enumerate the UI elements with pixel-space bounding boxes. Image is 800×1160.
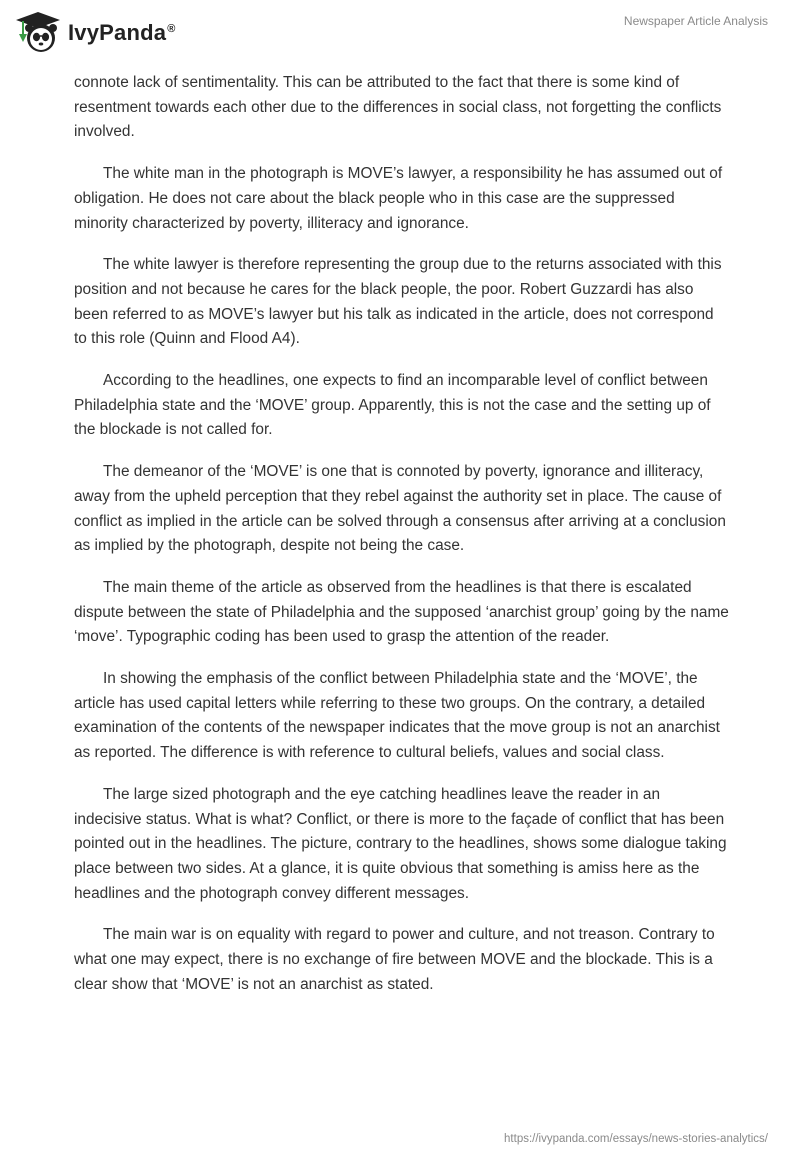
registered-mark: ® xyxy=(167,22,176,35)
paragraph: The large sized photograph and the eye catching headlines leave the reader in an indecisive status. What is what? Conflict, or there is more to the façade of conflict that has been pointed out in the headlines. The picture, contrary to the headlines, shows some dialogue taking place between two sides. At a glance, it is quite obvious that something is amiss here as the headlines and the photograph convey different messages. xyxy=(74,785,727,902)
paragraph: The main war is on equality with regard to power and culture, and not treason. Contrary to what one may expect, there is no exchange of fire between MOVE and the blockade. This is a clear show that ‘MOVE’ is not an anarchist as stated. xyxy=(74,926,715,993)
paragraph: The main theme of the article as observed from the headlines is that there is escalated dispute between the state of Philadelphia and the supposed ‘anarchist group’ going by the name ‘move’. Typographic coding has been used to grasp the attention of the reader. xyxy=(74,578,729,646)
brand-name: IvyPanda® xyxy=(68,20,176,45)
panda-graduate-icon xyxy=(14,10,62,56)
article-body xyxy=(74,71,730,1015)
paragraph: The demeanor of the ‘MOVE’ is one that is connoted by poverty, ignorance and illiteracy, away from the upheld perception that they rebel against the authority set in place. The cause of conflict as implied in the article can be solved through a consensus after arriving at a conclusion as implied by the photograph, despite not being the case. xyxy=(74,463,726,555)
footer-source-url[interactable]: https://ivypanda.com/essays/news-stories-analytics/ xyxy=(504,1133,768,1145)
document-title: Newspaper Article Analysis xyxy=(623,14,768,28)
page-header xyxy=(0,0,800,70)
paragraph: In showing the emphasis of the conflict between Philadelphia state and the ‘MOVE’, the article has used capital letters while referring to these two groups. On the contrary, a detailed examination of the contents of the newspaper indicates that the move group is not an anarchist as reported. The difference is with reference to cultural beliefs, values and social class. xyxy=(74,670,720,762)
paragraph: The white man in the photograph is MOVE’s lawyer, a responsibility he has assumed out of obligation. He does not care about the black people who in this case are the suppressed minority characterized by poverty, illiteracy and ignorance. xyxy=(74,165,723,232)
paragraph: connote lack of sentimentality. This can be attributed to the fact that there is some kind of resentment towards each other due to the differences in social class, not forgetting the conflicts involved. xyxy=(74,74,722,141)
paragraph: According to the headlines, one expects to find an incomparable level of conflict between Philadelphia state and the ‘MOVE’ group. Apparently, this is not the case and the setting up of the blockade is not called for. xyxy=(74,372,711,439)
ivypanda-logo[interactable] xyxy=(14,10,176,56)
paragraph: The white lawyer is therefore representing the group due to the returns associated with this position and not because he cares for the black people, the poor. Robert Guzzardi has also been referred to as MOVE’s lawyer but his talk as indicated in the article, does not correspond to this role (Quinn and Flood A4). xyxy=(74,256,722,348)
